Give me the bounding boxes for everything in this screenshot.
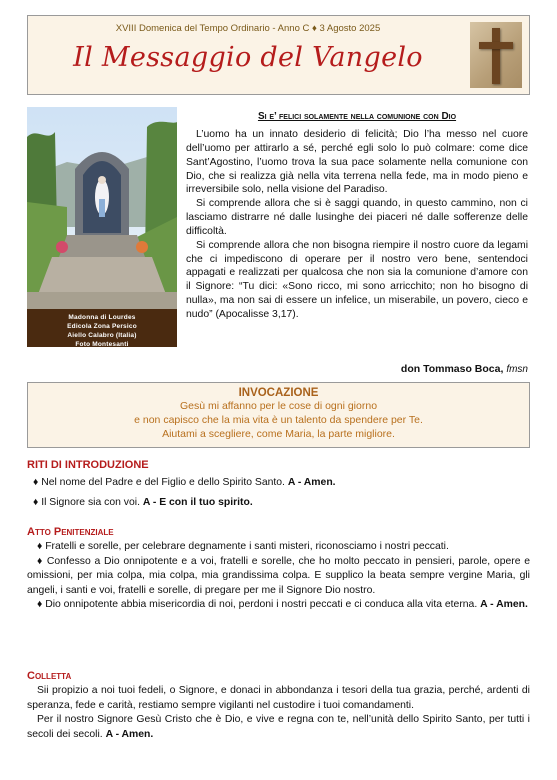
riti-section xyxy=(27,459,530,510)
header-subtitle: XVIII Domenica del Tempo Ordinario - Anno C ♦ 3 Agosto 2025 xyxy=(115,23,381,34)
page-title: Il Messaggio del Vangelo xyxy=(73,42,423,73)
invocazione-heading: INVOCAZIONE xyxy=(238,387,319,399)
header-box xyxy=(27,15,530,95)
atto-heading: Atto Penitenziale xyxy=(27,526,114,538)
atto-response: A - Amen. xyxy=(480,599,528,610)
colletta-paragraph: Sii propizio a noi tuoi fedeli, o Signore, e donaci in abbondanza i tesori della tua grazia, perché, ardenti di speranza, fede e carità, restiamo sempre vigilanti nel custodire i tuoi comandamenti. xyxy=(27,685,530,711)
article-title: Si e’ felici solamente nella comunione con Dio xyxy=(257,111,457,122)
cross-bar xyxy=(479,42,513,49)
riti-response: A - E con il tuo spirito. xyxy=(142,496,253,508)
atto-paragraph xyxy=(27,598,530,613)
colletta-section xyxy=(27,670,530,742)
riti-item xyxy=(27,476,530,491)
riti-item-text: ♦ Nel nome del Padre e del Figlio e dello Spirito Santo. xyxy=(33,477,285,488)
riti-response: A - Amen. xyxy=(287,477,336,488)
madonna-photo xyxy=(27,107,177,347)
article-paragraph: Si comprende allora che non bisogna riempire il nostro cuore da legami che ci impediscono di operare per il nostro vero bene, sentendoci appagati e realizzati per qualcosa che non sia la comunione d’amore con il Signore: “Tu dici: «Sono ricco, mi sono arricchito; non ho bisogno di nulla», ma non sai di essere un infelice, un miserabile, un povero, cieco e nudo” (Apocalisse 3,17). xyxy=(186,239,528,320)
riti-item xyxy=(27,496,530,511)
signature-suffix: fmsn xyxy=(506,364,528,375)
signature xyxy=(186,363,528,375)
article-paragraph: Si comprende allora che si è saggi quando, in questo cammino, non ci lasciamo distrarre né dalle lusinghe dei piaceri né dalle sofferenze delle difficoltà. xyxy=(186,198,528,237)
photo-caption-line: Aiello Calabro (Italia) xyxy=(67,332,137,339)
colletta-paragraph xyxy=(27,713,530,742)
photo-caption-line: Madonna di Lourdes xyxy=(68,314,136,321)
photo-caption-line: Foto Montesanti xyxy=(75,341,129,347)
atto-text: ♦ Dio onnipotente abbia misericordia di noi, perdoni i nostri peccati e ci conduca alla vita eterna. xyxy=(37,599,478,610)
invocazione-line: e non capisco che la mia vita è un talento da spendere per Te. xyxy=(134,414,423,426)
signature-name: don Tommaso Boca, xyxy=(400,363,504,375)
shrine-illustration xyxy=(27,107,177,347)
article-body xyxy=(186,128,528,322)
colletta-heading: Colletta xyxy=(27,670,72,682)
riti-heading: RITI DI INTRODUZIONE xyxy=(27,459,149,471)
invocazione-box xyxy=(27,382,530,448)
atto-paragraph: ♦ Fratelli e sorelle, per celebrare degnamente i santi misteri, riconosciamo i nostri peccati. xyxy=(37,541,449,552)
colletta-text: Per il nostro Signore Gesù Cristo che è Dio, e vive e regna con te, nell’unità dello Spirito Santo, per tutti i secoli dei secoli. xyxy=(27,714,530,740)
invocazione-line: Aiutami a scegliere, come Maria, la parte migliore. xyxy=(162,428,395,440)
photo-caption-line: Edicola Zona Persico xyxy=(67,323,137,330)
article-paragraph: L’uomo ha un innato desiderio di felicità; Dio l’ha messo nel cuore dell’uomo per attirarlo a sé, perché egli solo lo può colmare: come dice Sant’Agostino, l’uomo trova la sua pace solamente nella comunione con Dio, che si realizza già nella vita terrena nella fede, ma in modo pieno e irreversibile solo, nella visione del Paradiso. xyxy=(186,129,528,196)
atto-section xyxy=(27,526,530,613)
invocazione-line: Gesù mi affanno per le cose di ogni giorno xyxy=(179,400,378,412)
colletta-response: A - Amen. xyxy=(105,728,154,740)
riti-item-text: ♦ Il Signore sia con voi. xyxy=(33,496,140,508)
cross-image xyxy=(470,22,522,88)
cross-icon xyxy=(492,28,500,84)
atto-paragraph: ♦ Confesso a Dio onnipotente e a voi, fratelli e sorelle, che ho molto peccato in pensieri, parole, opere e omissioni, per mia colpa, mia colpa, mia grandissima colpa. E supplico la beata sempre vergine Maria, gli angeli, i santi e voi, fratelli e sorelle, di pregare per me il Signore Dio nostro. xyxy=(27,555,530,596)
